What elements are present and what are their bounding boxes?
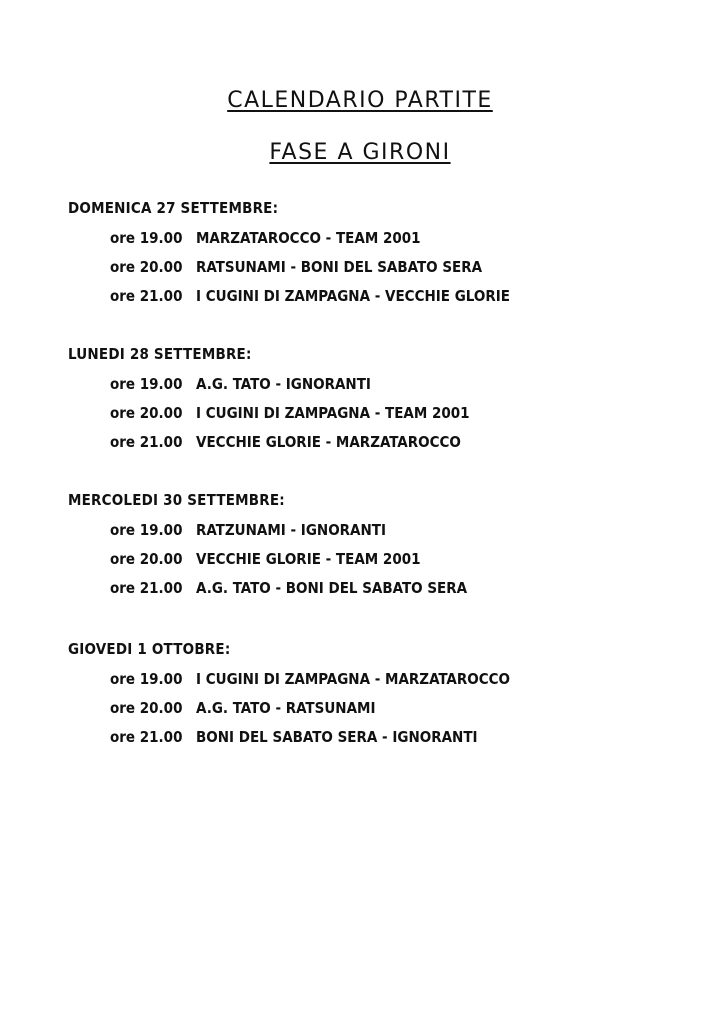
match-row: [0, 287, 720, 311]
match-time: ore 21.00: [110, 728, 183, 746]
match-row: [0, 375, 720, 399]
match-row: [0, 670, 720, 694]
match-teams: I CUGINI DI ZAMPAGNA - TEAM 2001: [196, 404, 470, 422]
match-time: ore 21.00: [110, 433, 183, 451]
match-row: [0, 728, 720, 752]
match-teams: BONI DEL SABATO SERA - IGNORANTI: [196, 728, 478, 746]
match-time: ore 21.00: [110, 287, 183, 305]
match-row: [0, 521, 720, 545]
match-teams: I CUGINI DI ZAMPAGNA - VECCHIE GLORIE: [196, 287, 510, 305]
match-time: ore 20.00: [110, 699, 183, 717]
day-heading: MERCOLEDI 30 SETTEMBRE:: [68, 491, 285, 509]
match-time: ore 19.00: [110, 229, 183, 247]
match-teams: RATSUNAMI - BONI DEL SABATO SERA: [196, 258, 483, 276]
match-teams: RATZUNAMI - IGNORANTI: [196, 521, 387, 539]
match-row: [0, 699, 720, 723]
match-teams: I CUGINI DI ZAMPAGNA - MARZATAROCCO: [196, 670, 510, 688]
match-time: ore 19.00: [110, 670, 183, 688]
match-time: ore 21.00: [110, 579, 183, 597]
match-time: ore 20.00: [110, 404, 183, 422]
match-time: ore 19.00: [110, 375, 183, 393]
day-heading: GIOVEDI 1 OTTOBRE:: [68, 640, 231, 658]
day-heading: DOMENICA 27 SETTEMBRE:: [68, 199, 279, 217]
match-teams: A.G. TATO - IGNORANTI: [196, 375, 371, 393]
match-row: [0, 258, 720, 282]
match-row: [0, 579, 720, 603]
match-row: [0, 229, 720, 253]
match-teams: VECCHIE GLORIE - MARZATAROCCO: [196, 433, 461, 451]
page-title: CALENDARIO PARTITE: [227, 88, 493, 113]
match-row: [0, 404, 720, 428]
match-row: [0, 433, 720, 457]
match-row: [0, 550, 720, 574]
match-teams: VECCHIE GLORIE - TEAM 2001: [196, 550, 421, 568]
page-subtitle: FASE A GIRONI: [269, 140, 451, 165]
match-teams: A.G. TATO - RATSUNAMI: [196, 699, 376, 717]
match-teams: MARZATAROCCO - TEAM 2001: [196, 229, 421, 247]
match-time: ore 19.00: [110, 521, 183, 539]
match-time: ore 20.00: [110, 550, 183, 568]
match-teams: A.G. TATO - BONI DEL SABATO SERA: [196, 579, 468, 597]
day-heading: LUNEDI 28 SETTEMBRE:: [68, 345, 252, 363]
match-time: ore 20.00: [110, 258, 183, 276]
